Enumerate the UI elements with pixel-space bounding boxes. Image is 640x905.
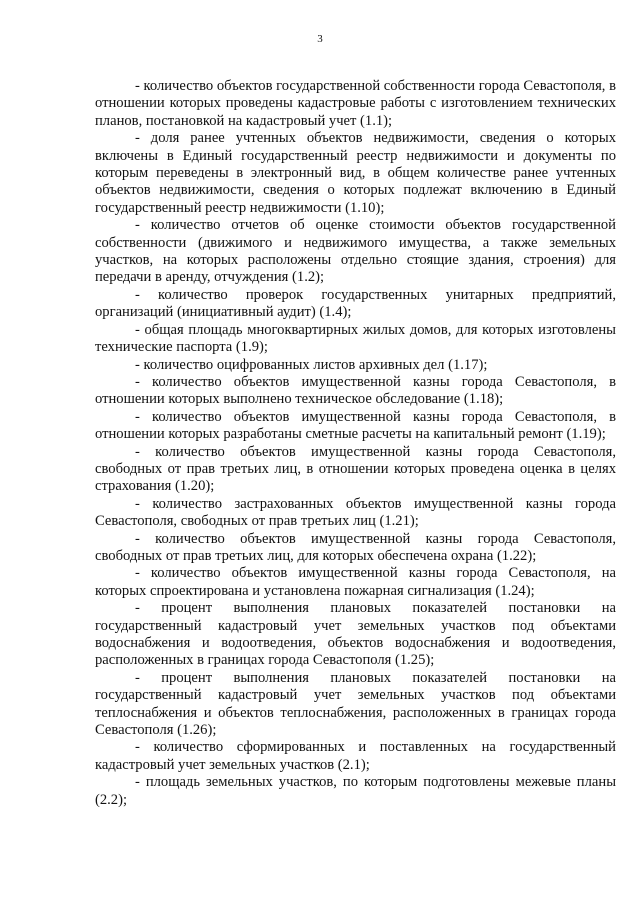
list-item: - количество объектов имущественной казны города Севастополя, свободных от прав третьих лиц, в отношении которых проведена оценка в целях страхования (1.20);	[95, 443, 616, 495]
list-item: - количество оцифрованных листов архивных дел (1.17);	[135, 356, 488, 373]
list-item: - количество объектов государственной собственности города Севастополя, в отношении которых проведены кадастровые работы с изготовлением технических планов, постановкой на кадастровый учет (1.1);	[95, 78, 616, 129]
list-item: - количество объектов имущественной казны города Севастополя, свободных от прав третьих лиц, для которых обеспечена охрана (1.22);	[95, 530, 616, 564]
list-item: - количество объектов имущественной казны города Севастополя, в отношении которых разработаны сметные расчеты на капитальный ремонт (1.19);	[95, 408, 616, 443]
document-body	[95, 78, 616, 809]
list-item: - количество отчетов об оценке стоимости объектов государственной собственности (движимого и недвижимого имущества, а также земельных участков, на которых расположены отдельно стоящие здания, строения) для передачи в аренду, отчуждения (1.2);	[95, 217, 616, 286]
list-item: - количество сформированных и поставленных на государственный кадастровый учет земельных участков (2.1);	[95, 739, 616, 773]
list-item: - количество застрахованных объектов имущественной казны города Севастополя, свободных от прав третьих лиц (1.21);	[95, 495, 616, 530]
list-item: - доля ранее учтенных объектов недвижимости, сведения о которых включены в Единый государственный реестр недвижимости и документы по которым переведены в электронный вид, в общем количестве ранее учтенных объектов недвижимости, сведения о которых подлежат включению в Единый государственный реестр недвижимости (1.10);	[95, 130, 616, 216]
list-item: - количество проверок государственных унитарных предприятий, организаций (инициативный аудит) (1.4);	[95, 286, 616, 321]
page-number: 3	[317, 33, 323, 45]
list-item: - площадь земельных участков, по которым подготовлены межевые планы (2.2);	[95, 774, 616, 808]
list-item: - процент выполнения плановых показателей постановки на государственный кадастровый учет земельных участков под объектами водоснабжения и водоотведения, объектов водоснабжения и водоотведения, расположенных в границах города Севастополя (1.25);	[95, 600, 616, 669]
list-item: - количество объектов имущественной казны города Севастополя, на которых спроектирована и установлена пожарная сигнализация (1.24);	[95, 565, 616, 599]
list-item: - общая площадь многоквартирных жилых домов, для которых изготовлены технические паспорта (1.9);	[95, 321, 616, 356]
list-item: - количество объектов имущественной казны города Севастополя, в отношении которых выполнено техническое обследование (1.18);	[95, 373, 616, 408]
list-item: - процент выполнения плановых показателей постановки на государственный кадастровый учет земельных участков под объектами теплоснабжения и объектов теплоснабжения, расположенных в границах города Севастополя (1.26);	[95, 669, 616, 739]
